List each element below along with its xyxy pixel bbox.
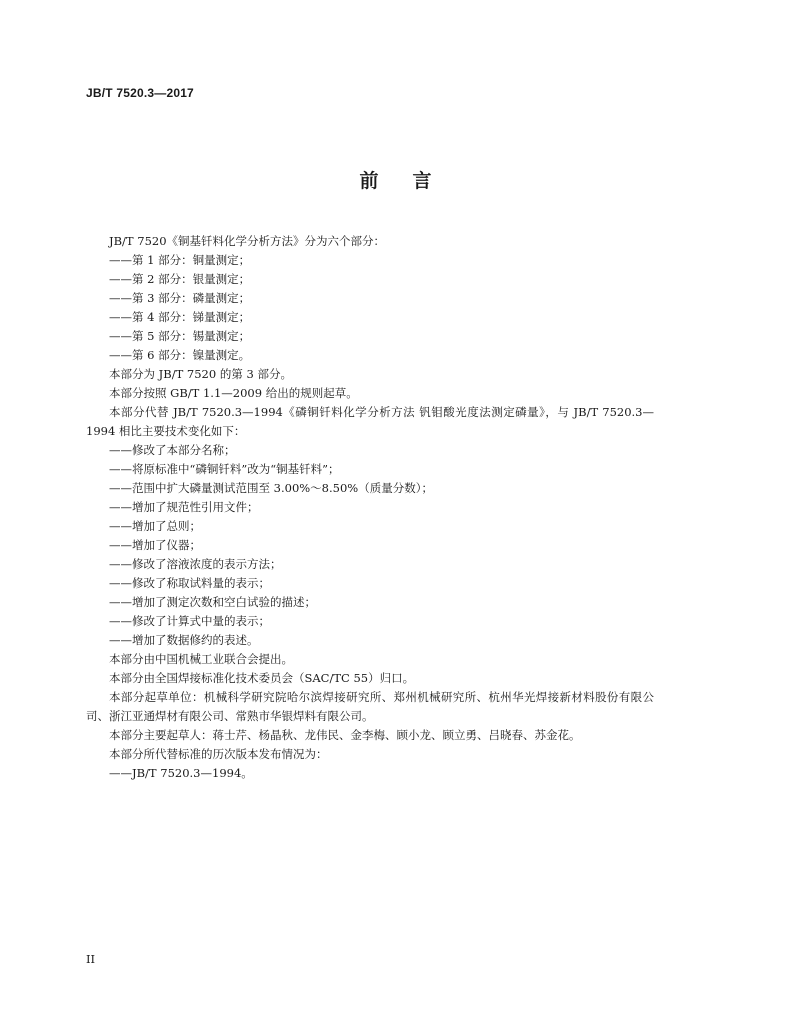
foreword-paragraph: ——增加了总则； [109, 519, 201, 533]
foreword-paragraph: ——增加了仪器； [109, 538, 201, 552]
foreword-paragraph: ——第 4 部分：锑量测定； [109, 310, 251, 324]
foreword-paragraph: ——第 3 部分：磷量测定； [109, 291, 251, 305]
foreword-paragraph: ——第 6 部分：镍量测定。 [109, 348, 251, 362]
foreword-paragraph: 本部分起草单位：机械科学研究院哈尔滨焊接研究所、郑州机械研究所、杭州华光焊接新材料股份有限公司、浙江亚通焊材有限公司、常熟市华银焊料有限公司。 [86, 690, 654, 723]
foreword-paragraph: 本部分为 JB/T 7520 的第 3 部分。 [109, 367, 292, 381]
foreword-paragraph: ——增加了测定次数和空白试验的描述； [109, 595, 316, 609]
page-number: II [86, 952, 96, 966]
page-title: 前言 [359, 170, 466, 192]
foreword-paragraph: ——范围中扩大磷量测试范围至 3.00%～8.50%（质量分数）； [109, 481, 433, 495]
standard-code-header: JB/T 7520.3—2017 [86, 86, 194, 100]
foreword-paragraph: ——修改了称取试料量的表示； [109, 576, 270, 590]
foreword-paragraph: ——第 2 部分：银量测定； [109, 272, 251, 286]
foreword-paragraph: ——修改了计算式中量的表示； [109, 614, 270, 628]
foreword-paragraph: ——JB/T 7520.3—1994。 [109, 766, 253, 780]
foreword-paragraph: 本部分所代替标准的历次版本发布情况为： [109, 747, 328, 761]
foreword-paragraph: JB/T 7520《铜基钎料化学分析方法》分为六个部分： [109, 234, 386, 248]
foreword-paragraph: ——第 1 部分：铜量测定； [109, 253, 251, 267]
foreword-body [86, 232, 654, 783]
foreword-paragraph: ——增加了规范性引用文件； [109, 500, 259, 514]
foreword-paragraph: 本部分按照 GB/T 1.1—2009 给出的规则起草。 [109, 386, 358, 400]
foreword-paragraph: ——增加了数据修约的表述。 [109, 633, 259, 647]
foreword-paragraph: ——第 5 部分：锡量测定； [109, 329, 251, 343]
foreword-paragraph: 本部分代替 JB/T 7520.3—1994《磷铜钎料化学分析方法 钒钼酸光度法测定磷量》，与 JB/T 7520.3—1994 相比主要技术变化如下： [86, 405, 654, 438]
foreword-paragraph: 本部分由全国焊接标准化技术委员会（SAC/TC 55）归口。 [109, 671, 415, 685]
foreword-paragraph: 本部分主要起草人：蒋士芹、杨晶秋、龙伟民、金李梅、顾小龙、顾立勇、吕晓春、苏金花。 [109, 728, 581, 742]
foreword-paragraph: ——将原标准中“磷铜钎料”改为“铜基钎料”； [109, 462, 340, 476]
foreword-paragraph: ——修改了溶液浓度的表示方法； [109, 557, 282, 571]
foreword-paragraph: 本部分由中国机械工业联合会提出。 [109, 652, 293, 666]
foreword-paragraph: ——修改了本部分名称； [109, 443, 236, 457]
